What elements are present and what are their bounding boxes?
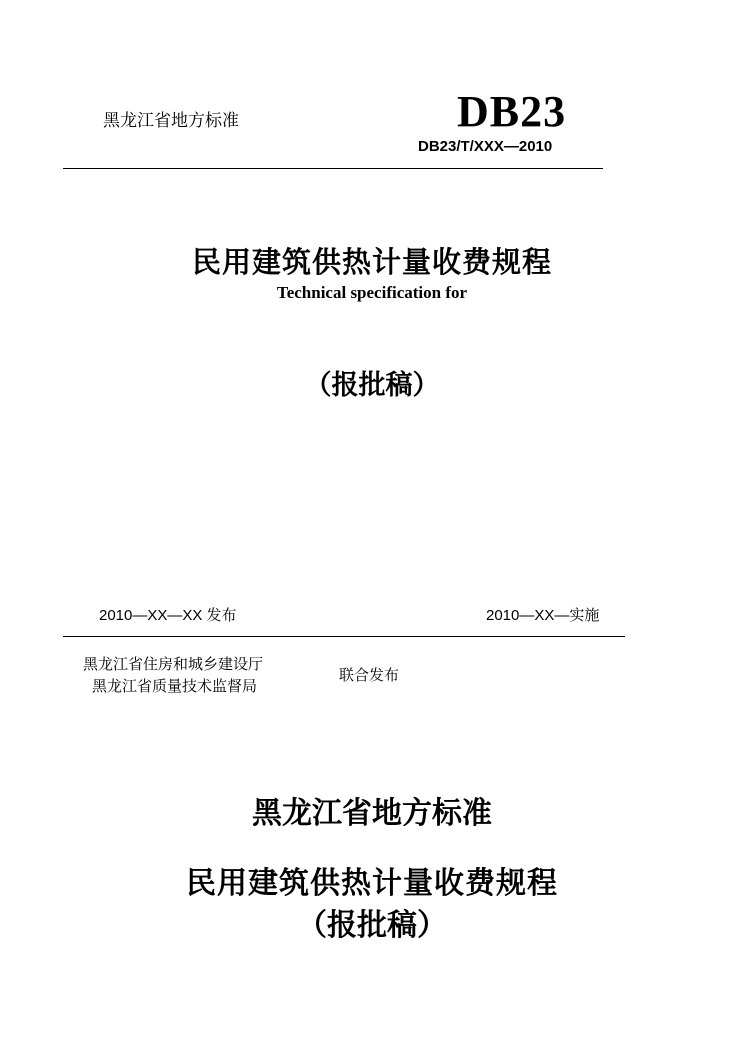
document-title-chinese: 民用建筑供热计量收费规程 <box>191 245 552 279</box>
document-title-english: Technical specification for <box>276 283 468 302</box>
header-divider <box>63 168 603 169</box>
standard-code-number: DB23/T/XXX—2010 <box>418 138 553 155</box>
standard-type-label: 黑龙江省地方标准 <box>103 111 239 131</box>
footer-document-title: 民用建筑供热计量收费规程 <box>186 866 558 901</box>
publish-date: 2010—XX—XX 发布 <box>99 607 237 624</box>
issuer-housing-department: 黑龙江省住房和城乡建设厅 <box>83 655 264 673</box>
implement-date: 2010—XX—实施 <box>486 607 600 624</box>
joint-issue-label: 联合发布 <box>339 666 400 684</box>
issuer-quality-bureau: 黑龙江省质量技术监督局 <box>92 677 258 695</box>
standard-code-prefix: DB23 <box>457 87 567 136</box>
footer-standard-label: 黑龙江省地方标准 <box>252 796 492 831</box>
footer-draft-label: （报批稿） <box>297 908 447 943</box>
dates-divider <box>63 636 625 637</box>
draft-label: （报批稿） <box>304 370 440 401</box>
